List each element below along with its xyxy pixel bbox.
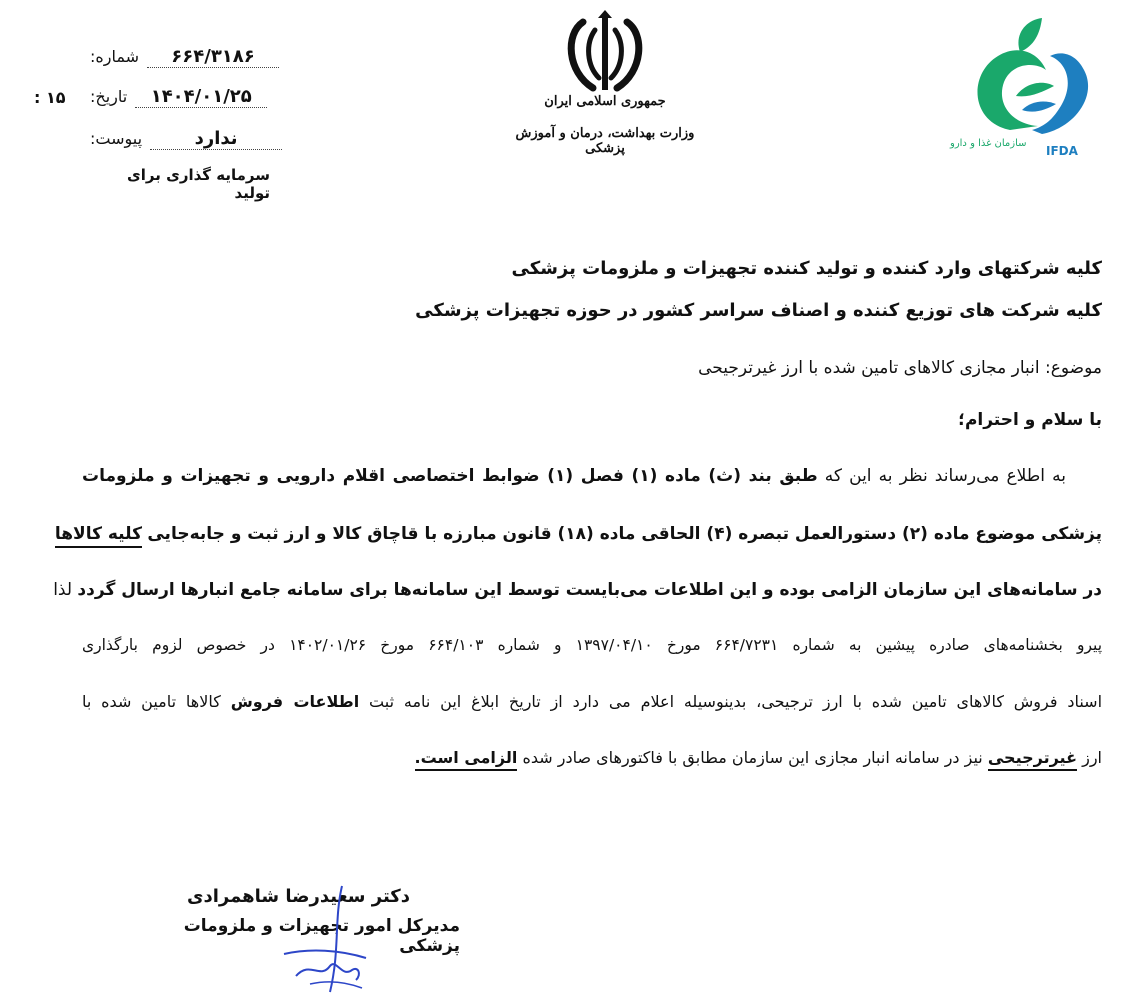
number-row: [90, 46, 279, 68]
greeting: با سلام و احترام؛: [958, 410, 1102, 430]
body-3a: در سامانه‌های این سازمان الزامی بوده و این اطلاعات می‌بایست توسط این سامانه‌ها برای سامانه جامع انبارها ارسال گردد: [77, 580, 1102, 600]
attachment-row: [90, 128, 282, 150]
body-line-1: [82, 466, 1102, 486]
body-line-6: [82, 748, 1102, 767]
date-label: تاریخ:: [90, 87, 128, 106]
emblem-line-1: جمهوری اسلامی ایران: [544, 94, 666, 109]
handwritten-signature: [270, 880, 380, 1000]
subject: موضوع: انبار مجازی کالاهای تامین شده با ارز غیرترجیحی: [698, 358, 1102, 378]
iran-emblem-icon: [555, 8, 655, 98]
emblem-line-2: وزارت بهداشت، درمان و آموزش پزشکی: [515, 126, 695, 156]
recipient-2: کلیه شرکت های توزیع کننده و اصناف سراسر کشور در حوزه تجهیزات پزشکی: [415, 300, 1102, 321]
body-5b: اطلاعات فروش: [230, 692, 360, 711]
body-2a: پزشکی موضوع ماده (۲) دستورالعمل تبصره (۴) الحاقی ماده (۱۸) قانون مبارزه با قاچاق کالا و ارز ثبت و جابه‌جایی: [147, 524, 1102, 544]
recipient-1: کلیه شرکتهای وارد کننده و تولید کننده تجهیزات و ملزومات پزشکی: [511, 258, 1102, 279]
date-value: ۱۴۰۴/۰۱/۲۵: [135, 86, 267, 108]
logo-caption: سازمان غذا و دارو: [950, 138, 1027, 149]
iran-emblem: [555, 8, 655, 98]
body-line-2: [54, 524, 1102, 544]
signatory-title: مدیرکل امور تجهیزات و ملزومات پزشکی: [183, 916, 460, 956]
ifda-logo: [950, 12, 1110, 162]
body-1a: به اطلاع می‌رساند نظر به این که: [824, 466, 1066, 486]
slogan: سرمایه گذاری برای تولید: [127, 166, 270, 202]
body-5a: اسناد فروش کالاهای تامین شده با ارز ترجیحی، بدینوسیله اعلام می دارد از تاریخ ابلاغ این نامه ثبت: [369, 692, 1103, 711]
number-value: ۶۶۴/۳۱۸۶: [147, 46, 279, 68]
body-line-5: [82, 692, 1102, 711]
body-6d: الزامی است.: [415, 748, 518, 771]
body-6a: ارز: [1082, 748, 1102, 767]
date-row: [90, 86, 267, 108]
body-5c: کالاها تامین شده با: [82, 692, 221, 711]
logo-abbrev: IFDA: [1046, 144, 1078, 158]
body-2b: کلیه کالاها: [55, 524, 142, 548]
body-1b: طبق بند (ث) ماده (۱) فصل (۱) ضوابط اختصاصی اقلام دارویی و تجهیزات و ملزومات: [82, 466, 818, 486]
attachment-value: ندارد: [150, 128, 282, 150]
body-line-4: پیرو بخشنامه‌های صادره پیشین به شماره ۶۶۴/۷۲۳۱ مورخ ۱۳۹۷/۰۴/۱۰ و شماره ۶۶۴/۱۰۳ مورخ ۱۴۰۲/۰۱/۲۶ در خصوص لزوم بارگذاری: [82, 636, 1103, 654]
signatory-name: دکتر سعیدرضا شاهمرادی: [186, 886, 410, 907]
number-label: شماره:: [90, 47, 140, 66]
time-value: ۱۵ :: [34, 88, 66, 107]
attachment-label: پیوست:: [90, 129, 143, 148]
body-line-3: [53, 580, 1102, 600]
signature-scribble-icon: [270, 880, 380, 1000]
body-6b: غیرترجیحی: [988, 748, 1077, 771]
body-6c: نیز در سامانه انبار مجازی این سازمان مطابق با فاکتورهای صادر شده: [522, 748, 983, 767]
body-3b: لذا: [53, 580, 73, 600]
